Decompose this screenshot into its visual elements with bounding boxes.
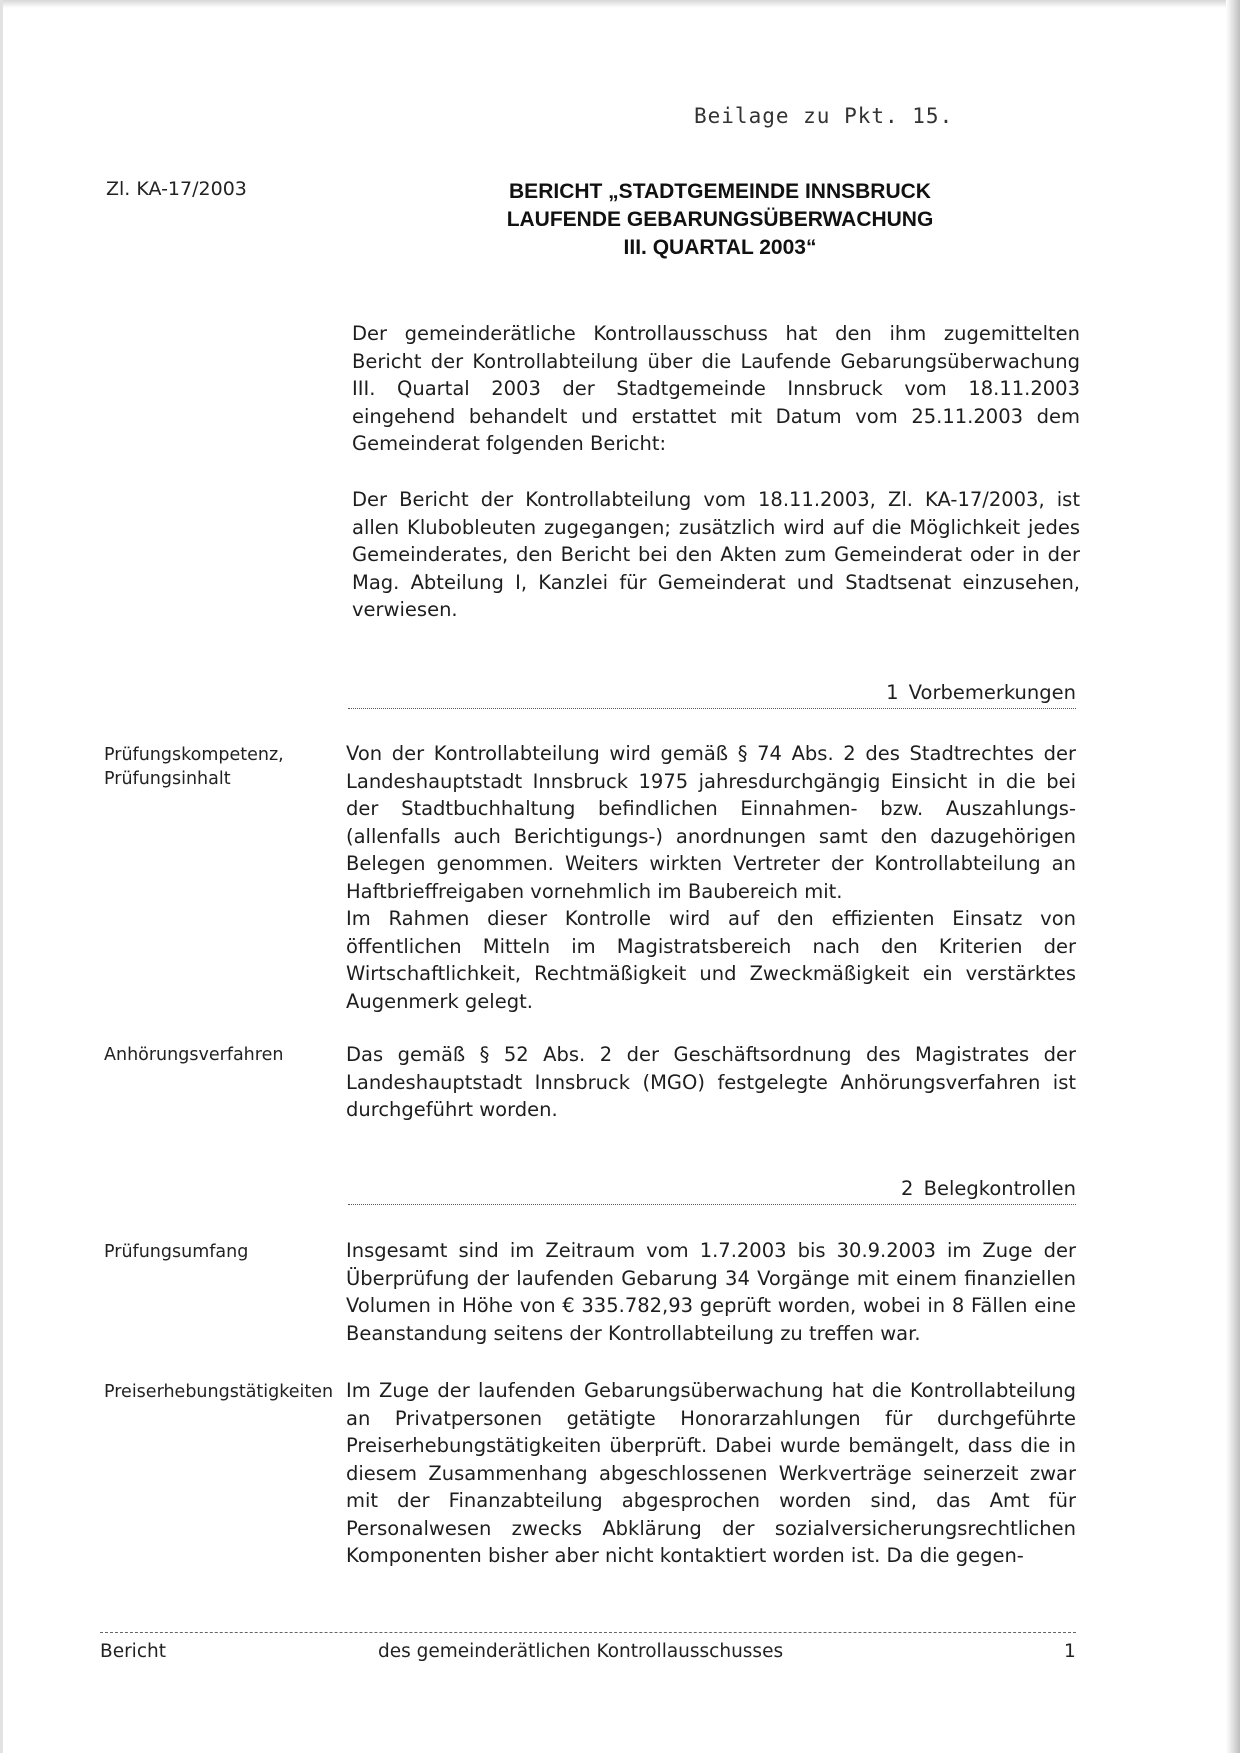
title-line-3: III. QUARTAL 2003“: [623, 236, 817, 259]
footer-left: Bericht: [100, 1641, 166, 1662]
footer-divider: [100, 1632, 1076, 1633]
title-line-2: LAUFENDE GEBARUNGSÜBERWACHUNG: [506, 208, 934, 231]
section-1-paragraph-1a: Von der Kontrollabteilung wird gemäß § 74 Abs. 2 des Stadtrechtes der Landeshauptstadt Innsbruck 1975 jahresdurchgängig Einsicht in die bei der Stadtbuchhaltung befindlichen Einnahmen- bzw. Auszahlungs- (allenfalls auch Berichtigungs-) anordnungen samt den dazugehörigen Belegen genommen. Weiters wirkten Vertreter der Kontrollabteilung an Haftbrieffreigaben vornehmlich im Baubereich mit.: [346, 742, 1076, 903]
reference-number: Zl. KA-17/2003: [106, 178, 247, 200]
section-1-paragraph-2: Das gemäß § 52 Abs. 2 der Geschäftsordnung des Magistrates der Landeshauptstadt Innsbruck (MGO) festgelegte Anhörungsverfahren ist durchgeführt worden.: [346, 1043, 1076, 1121]
intro-paragraph-2: Der Bericht der Kontrollabteilung vom 18.11.2003, Zl. KA-17/2003, ist allen Klubobleuten zugegangen; zusätzlich wird auf die Möglichkeit jedes Gemeinderates, den Bericht bei den Akten zum Gemeinderat oder in der Mag. Abteilung I, Kanzlei für Gemeinderat und Stadtsenat einzusehen, verwiesen.: [352, 488, 1080, 621]
page-number: 1: [1064, 1641, 1076, 1662]
document-title: [420, 178, 1020, 262]
section-1-paragraph-1b: Im Rahmen dieser Kontrolle wird auf den effizienten Einsatz von öffentlichen Mitteln im Magistratsbereich nach den Kriterien der Wirtschaftlichkeit, Rechtmäßigkeit und Zweckmäßigkeit ein verstärktes Augenmerk gelegt.: [346, 907, 1076, 1013]
margin-note-pruefungskompetenz: Prüfungskompetenz, Prüfungsinhalt: [104, 745, 284, 789]
section-1-title: 1 Vorbemerkungen: [886, 681, 1076, 704]
section-2-paragraph-2: Im Zuge der laufenden Gebarungsüberwachung hat die Kontrollabteilung an Privatpersonen getätigte Honorarzahlungen für durchgeführte Preiserhebungstätigkeiten überprüft. Dabei wurde bemängelt, dass die in diesem Zusammenhang abgeschlossenen Werkverträge seinerzeit zwar mit der Finanzabteilung abgesprochen worden sind, das Amt für Personalwesen zwecks Abklärung der sozialversicherungsrechtlichen Komponenten bisher aber nicht kontaktiert worden ist. Da die gegen-: [346, 1379, 1076, 1567]
title-line-1: BERICHT „STADTGEMEINDE INNSBRUCK: [509, 180, 931, 203]
footer-center: des gemeinderätlichen Kontrollausschusses: [378, 1641, 784, 1662]
intro-paragraph-1: Der gemeinderätliche Kontrollausschuss hat den ihm zugemittelten Bericht der Kontrollabteilung über die Laufende Gebarungsüberwachung III. Quartal 2003 der Stadtgemeinde Innsbruck vom 18.11.2003 eingehend behandelt und erstattet mit Datum vom 25.11.2003 dem Gemeinderat folgenden Bericht:: [352, 322, 1080, 455]
scan-edge-top: [0, 0, 1240, 8]
attachment-stamp: Beilage zu Pkt. 15.: [694, 104, 954, 128]
margin-note-preiserhebung: Preiserhebungstätigkeiten: [104, 1382, 334, 1402]
section-2-heading: [348, 1172, 1076, 1205]
margin-note-anhoerungsverfahren: Anhörungsverfahren: [104, 1045, 284, 1065]
section-1-heading: [348, 676, 1076, 709]
section-2-title: 2 Belegkontrollen: [900, 1177, 1076, 1200]
scan-edge-left: [0, 0, 3, 1753]
section-2-paragraph-1: Insgesamt sind im Zeitraum vom 1.7.2003 bis 30.9.2003 im Zuge der Überprüfung der laufenden Gebarung 34 Vorgänge mit einem finanziellen Volumen in Höhe von € 335.782,93 geprüft worden, wobei in 8 Fällen eine Beanstandung seitens der Kontrollabteilung zu treffen war.: [346, 1239, 1076, 1345]
scan-edge-right: [1226, 0, 1240, 1753]
margin-note-pruefungsumfang: Prüfungsumfang: [104, 1242, 249, 1262]
